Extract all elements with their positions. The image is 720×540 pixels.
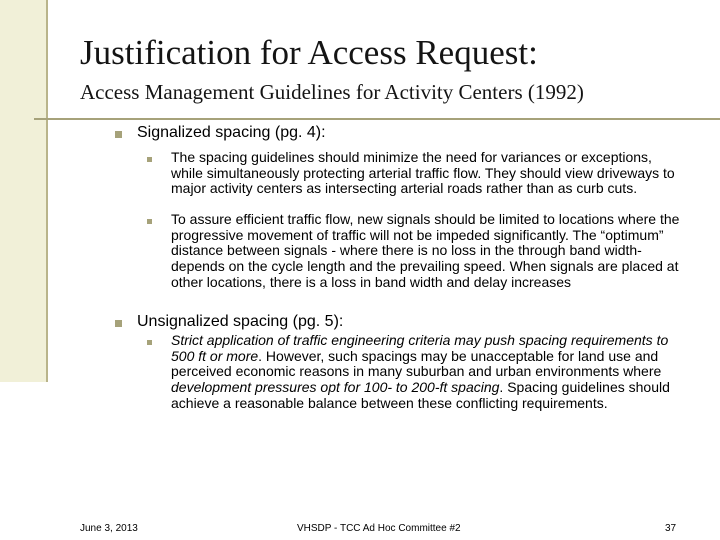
unsignalized-item-1 — [171, 333, 681, 412]
square-bullet-icon — [115, 131, 122, 138]
slide-subtitle: Access Management Guidelines for Activity Centers (1992) — [80, 80, 584, 104]
slide-title: Justification for Access Request: — [80, 33, 538, 72]
footer-center: VHSDP - TCC Ad Hoc Committee #2 — [297, 523, 461, 534]
italic-text-1: Strict application of traffic engineering criteria may push spacing requirements to 500 ft or more — [171, 332, 669, 364]
signalized-item-1: The spacing guidelines should minimize the need for variances or exceptions, while simultaneously protecting arterial traffic flow. They should view driveways to major activity centers as intersecting arterial roads rather than as curb cuts. — [171, 149, 675, 197]
footer-date: June 3, 2013 — [80, 523, 138, 534]
italic-text-2: development pressures opt for 100- to 200-ft spacing — [171, 379, 500, 396]
section-heading-signalized: Signalized spacing (pg. 4): — [137, 124, 326, 141]
square-bullet-icon — [147, 157, 152, 162]
normal-text-1: . However, such spacings may be unacceptable for land use and perceived economic reasons in many suburban and urban environments where — [171, 347, 662, 380]
left-decor-bar — [0, 0, 46, 382]
title-rule — [34, 118, 720, 120]
footer-page-number: 37 — [665, 523, 677, 534]
square-bullet-icon — [115, 320, 122, 327]
section-heading-unsignalized: Unsignalized spacing (pg. 5): — [137, 313, 344, 330]
signalized-item-2: To assure efficient traffic flow, new signals should be limited to locations where the progressive movement of traffic will not be impeded significantly. The “optimum” distance between signals - where there is no loss in the through band width-depends on the cycle length and the prevailing speed. When signals are placed at other locations, there is a loss in band width and delay increases — [171, 211, 680, 290]
square-bullet-icon — [147, 219, 152, 224]
square-bullet-icon — [147, 340, 152, 345]
normal-text-2: . Spacing guidelines should achieve a reasonable balance between these conflicting requirements. — [171, 379, 670, 411]
left-decor-bar-edge — [46, 0, 48, 382]
